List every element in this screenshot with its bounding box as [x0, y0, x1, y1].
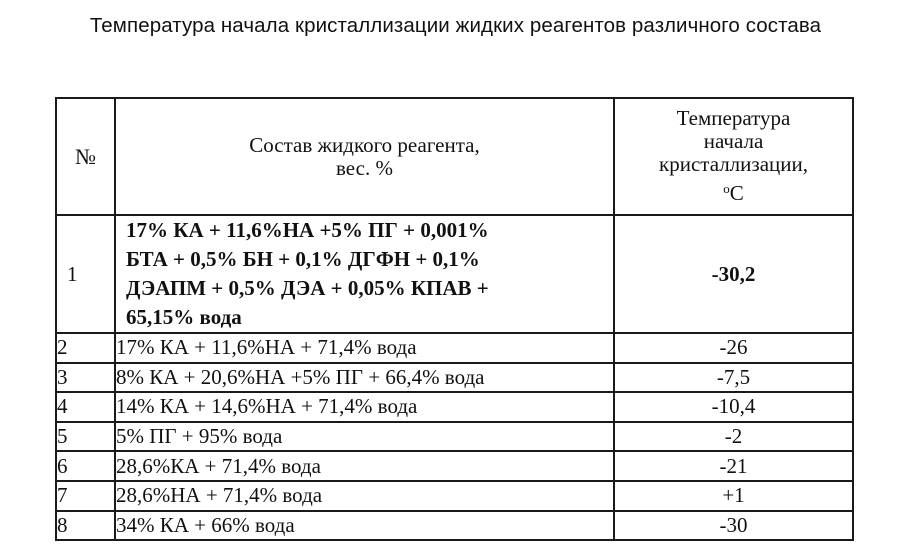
header-composition-line1: Состав жидкого реагента,	[249, 132, 480, 157]
row-number: 2	[56, 333, 115, 363]
row-number: 8	[56, 511, 115, 541]
table-row	[56, 481, 853, 511]
header-temperature	[614, 98, 853, 215]
composition-line: БТА + 0,5% БН + 0,1% ДГФН + 0,1%	[126, 247, 480, 271]
row-composition: 28,6%КА + 71,4% вода	[115, 451, 614, 481]
row-temperature: -2	[614, 422, 853, 452]
table-header-row	[56, 98, 853, 215]
document-title: Температура начала кристаллизации жидких реагентов различного состава	[89, 14, 822, 37]
header-temperature-line2: начала	[703, 129, 764, 153]
table-row	[56, 392, 853, 422]
row-number: 7	[56, 481, 115, 511]
row-composition	[115, 215, 614, 333]
table-row	[56, 215, 853, 333]
header-temperature-unit	[615, 176, 852, 206]
degree-sign: o	[723, 181, 730, 196]
row-temperature: -7,5	[614, 363, 853, 393]
row-composition: 14% КА + 14,6%НА + 71,4% вода	[115, 392, 614, 422]
row-composition: 5% ПГ + 95% вода	[115, 422, 614, 452]
crystallization-table	[55, 97, 854, 541]
table-row	[56, 333, 853, 363]
row-temperature: +1	[614, 481, 853, 511]
composition-line: ДЭАПМ + 0,5% ДЭА + 0,05% КПАВ +	[126, 276, 489, 300]
row-composition: 17% КА + 11,6%НА + 71,4% вода	[115, 333, 614, 363]
row-temperature: -30	[614, 511, 853, 541]
composition-line: 65,15% вода	[126, 305, 242, 329]
row-number: 4	[56, 392, 115, 422]
row-temperature: -26	[614, 333, 853, 363]
table-row	[56, 451, 853, 481]
row-temperature: -21	[614, 451, 853, 481]
celsius-letter: C	[729, 181, 744, 205]
row-composition: 28,6%НА + 71,4% вода	[115, 481, 614, 511]
header-composition-line2: вес. %	[336, 155, 393, 180]
row-number: 5	[56, 422, 115, 452]
row-number: 6	[56, 451, 115, 481]
table-row	[56, 363, 853, 393]
header-composition	[115, 98, 614, 215]
header-temperature-line1: Температура	[676, 106, 791, 130]
header-temperature-line3: кристаллизации,	[659, 152, 808, 176]
row-temperature: -30,2	[614, 215, 853, 333]
header-number: №	[56, 98, 115, 215]
table-row	[56, 511, 853, 541]
row-temperature: -10,4	[614, 392, 853, 422]
row-composition: 34% КА + 66% вода	[115, 511, 614, 541]
composition-line: 17% КА + 11,6%НА +5% ПГ + 0,001%	[126, 218, 489, 242]
table-row	[56, 422, 853, 452]
row-number: 1	[56, 215, 115, 333]
row-composition: 8% КА + 20,6%НА +5% ПГ + 66,4% вода	[115, 363, 614, 393]
row-number: 3	[56, 363, 115, 393]
